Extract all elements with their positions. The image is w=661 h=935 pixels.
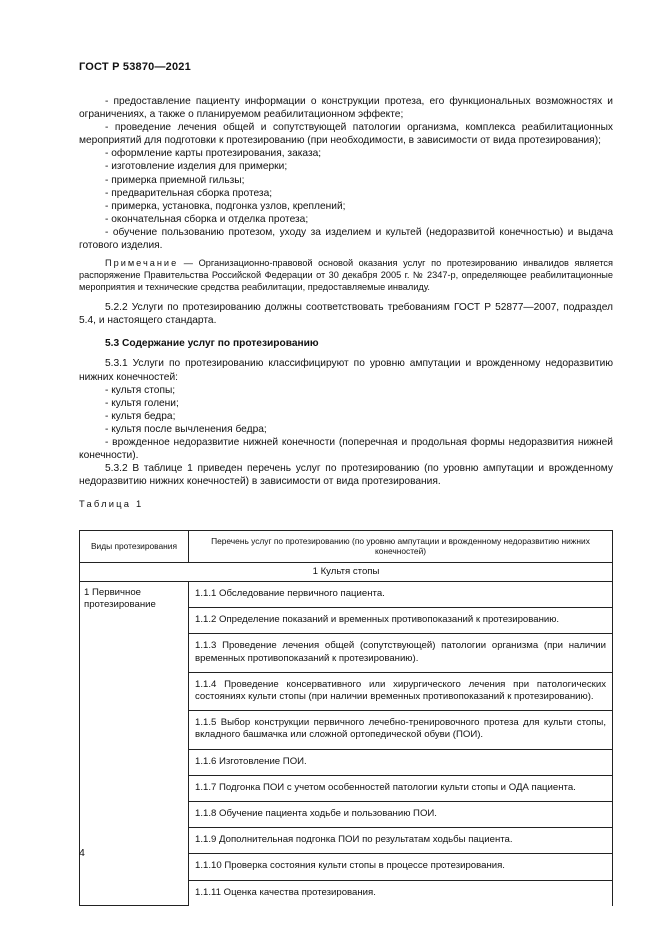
note-text: — Организационно-правовой основой оказания услуг по протезированию инвалидов является распоряжение Правительства Российской Федерации от 30 декабря 2005 г. № 2347-р, определяющее реабилитационные мероприятия и технические средства реабилитации, предоставляемые инвалиду. [79, 258, 613, 293]
table-cell: 1.1.1 Обследование первичного пациента. [189, 582, 613, 608]
table-cell: 1.1.8 Обучение пациента ходьбе и пользованию ПОИ. [189, 802, 613, 828]
table-header-services: Перечень услуг по протезированию (по уровню ампутации и врожденному недоразвитию нижних конечностей) [189, 531, 613, 563]
list-item: - проведение лечения общей и сопутствующей патологии организма, комплекса реабилитационных мероприятий для подготовки к протезированию (при необходимости, в зависимости от вида протезирования); [79, 122, 613, 147]
list-item: - обучение пользованию протезом, уходу за изделием и культей (недоразвитой конечностью) и выдача готового изделия. [79, 226, 613, 252]
services-table [79, 530, 613, 906]
table-cell: 1.1.7 Подгонка ПОИ с учетом особенностей патологии культи стопы и ОДА пациента. [189, 775, 613, 801]
document-header: ГОСТ Р 53870—2021 [79, 61, 191, 73]
list-item: - изготовление изделия для примерки; [105, 161, 288, 173]
section-title: 5.3 Содержание услуг по протезированию [105, 338, 319, 350]
note-label: Примечание [105, 258, 179, 269]
table-header-row [80, 531, 613, 563]
paragraph-5-3-2: 5.3.2 В таблице 1 приведен перечень услуг по протезированию (по уровню ампутации и врожденному недоразвитию нижних конечностей) в зависимости от вида протезирования. [79, 463, 613, 488]
table-subheader-row [80, 562, 613, 581]
document-body [79, 95, 613, 510]
table-cell: 1.1.11 Оценка качества протезирования. [189, 880, 613, 906]
table-cell: 1.1.6 Изготовление ПОИ. [189, 749, 613, 775]
table-header-kinds: Виды протезирования [80, 531, 189, 563]
list-item: - врожденное недоразвитие нижней конечности (поперечная и продольная формы недоразвития нижней конечности). [79, 436, 613, 462]
table-cell: 1.1.5 Выбор конструкции первичного лечебно-тренировочного протеза для культи стопы, вкладного башмачка или сложной ортопедической обуви (ПОИ). [189, 711, 613, 749]
table-cell: 1.1.4 Проведение консервативного или хирургического лечения при патологических состояниях культи стопы (при наличии временных противопоказаний к протезированию). [189, 672, 613, 710]
table-cell: 1.1.9 Дополнительная подгонка ПОИ по результатам ходьбы пациента. [189, 828, 613, 854]
list-item: - культя бедра; [105, 410, 176, 422]
paragraph-5-3-1: 5.3.1 Услуги по протезированию классифицируют по уровню ампутации и врожденному недоразвитию нижних конечностей: [79, 358, 613, 383]
table-row [80, 582, 613, 608]
table-subheader: 1 Культя стопы [80, 562, 613, 581]
note-paragraph [79, 257, 613, 293]
prosthetics-kind: 1 Первичное протезирование [80, 582, 189, 906]
list-item: - культя голени; [105, 397, 179, 409]
table-cell: 1.1.3 Проведение лечения общей (сопутствующей) патологии организма (при наличии временных противопоказаний к протезированию). [189, 634, 613, 672]
list-item: - культя стопы; [105, 384, 176, 396]
list-item: - оформление карты протезирования, заказа; [105, 148, 322, 160]
table-caption: Таблица 1 [79, 498, 144, 510]
table-cell: 1.1.2 Определение показаний и временных противопоказаний к протезированию. [189, 608, 613, 634]
list-item: - культя после вычленения бедра; [105, 423, 267, 435]
page-number: 4 [79, 847, 85, 859]
list-item: - предварительная сборка протеза; [105, 187, 273, 199]
paragraph-5-2-2: 5.2.2 Услуги по протезированию должны соответствовать требованиям ГОСТ Р 52877—2007, подраздел 5.4, и настоящего стандарта. [79, 302, 613, 327]
list-item: - примерка, установка, подгонка узлов, креплений; [105, 200, 346, 212]
table-cell: 1.1.10 Проверка состояния культи стопы в процессе протезирования. [189, 854, 613, 880]
list-item: - окончательная сборка и отделка протеза; [105, 213, 309, 225]
list-item: - примерка приемной гильзы; [105, 174, 245, 186]
list-item: - предоставление пациенту информации о конструкции протеза, его функциональных возможностях и ограничениях, а также о планируемом реабилитационном эффекте; [79, 96, 613, 121]
